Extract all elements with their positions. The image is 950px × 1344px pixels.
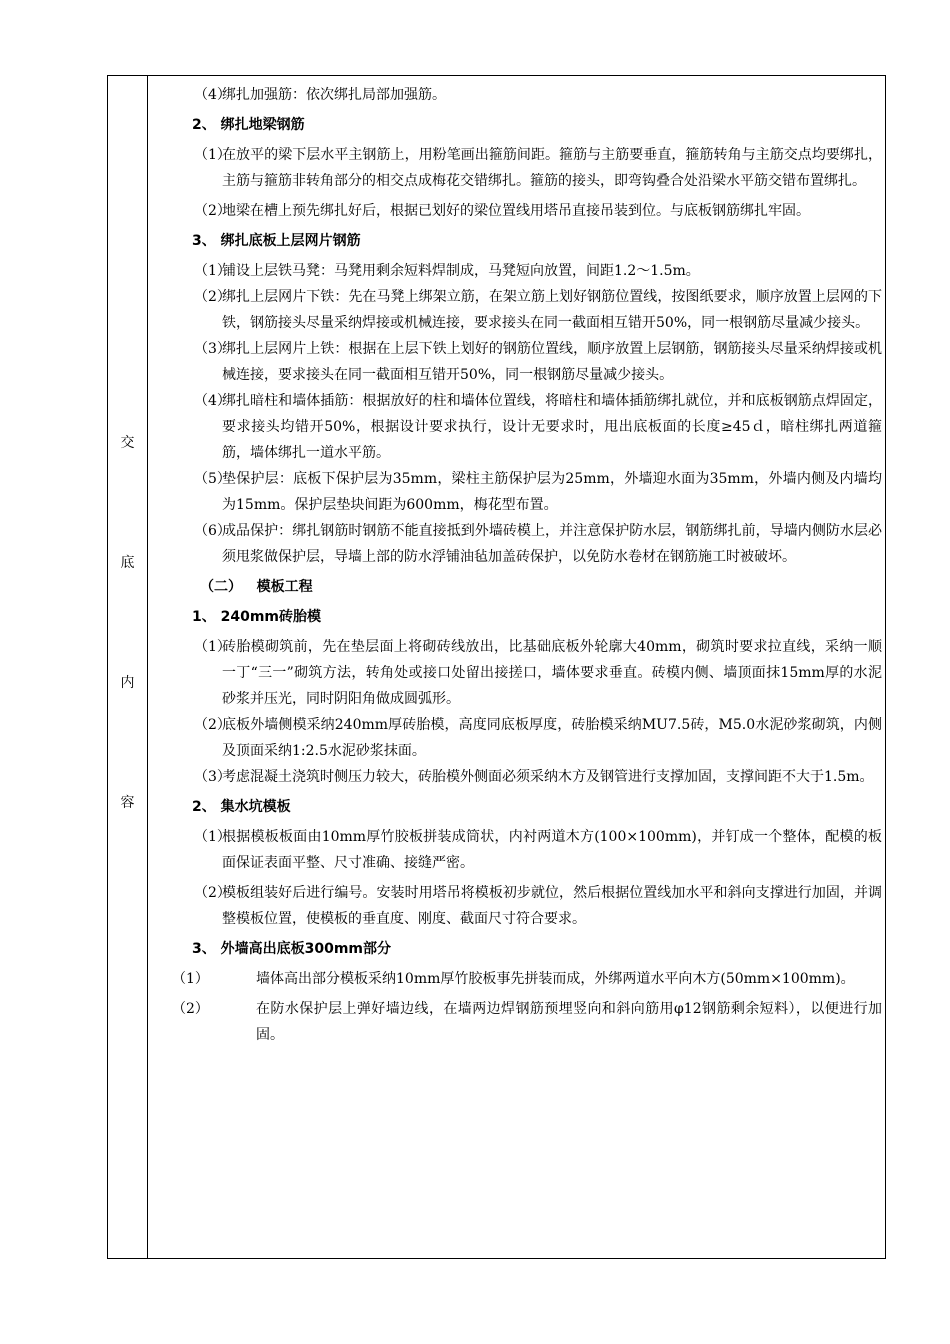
item-number: （5）	[194, 471, 231, 487]
list-item	[160, 198, 882, 224]
side-label-char-4: 容	[120, 795, 135, 811]
section-heading: 2、 绑扎地梁钢筋	[192, 117, 305, 133]
column-divider	[147, 75, 148, 1259]
item-text: 在防水保护层上弹好墙边线，在墙两边焊钢筋预埋竖向和斜向筋用φ12钢筋剩余短料），以便进行加固。	[256, 1001, 882, 1043]
chapter-heading: （二） 模板工程	[200, 579, 313, 595]
item-text: 根据模板板面由10mm厚竹胶板拼装成筒状，内衬两道木方(100×100mm)，并钉成一个整体，配模的板面保证表面平整、尺寸准确、接缝严密。	[222, 829, 882, 871]
list-item	[160, 966, 882, 992]
item-text: 在放平的梁下层水平主钢筋上，用粉笔画出箍筋间距。箍筋与主筋要垂直，箍筋转角与主筋交点均要绑扎，主筋与箍筋非转角部分的相交点成梅花交错绑扎。箍筋的接头，即弯钩叠合处沿梁水平筋交错布置绑扎。	[222, 147, 882, 189]
list-item	[160, 712, 882, 764]
section-heading: 1、 240mm砖胎模	[192, 609, 322, 625]
item-text: 墙体高出部分模板采纳10mm厚竹胶板事先拼装而成，外绑两道水平向木方(50mm×100mm)。	[256, 971, 855, 987]
item-text: 考虑混凝土浇筑时侧压力较大，砖胎模外侧面必须采纳木方及钢管进行支撑加固，支撑间距不大于1.5m。	[222, 769, 874, 785]
item-number: （3）	[194, 341, 231, 357]
list-item	[160, 634, 882, 712]
item-text: 成品保护：绑扎钢筋时钢筋不能直接抵到外墙砖模上，并注意保护防水层，钢筋绑扎前，导墙内侧防水层必须甩浆做保护层，导墙上部的防水浮铺油毡加盖砖保护，以免防水卷材在钢筋施工时被破坏。	[222, 523, 882, 565]
item-number: （4）	[194, 393, 231, 409]
side-label-char-2: 底	[120, 555, 135, 571]
item-text: 绑扎上层网片上铁：根据在上层下铁上划好的钢筋位置线，顺序放置上层钢筋，钢筋接头尽量采纳焊接或机械连接，要求接头在同一截面相互错开50%，同一根钢筋尽量减少接头。	[222, 341, 882, 383]
section-heading: 3、 外墙高出底板300mm部分	[192, 941, 392, 957]
list-item	[160, 258, 882, 284]
list-item	[160, 824, 882, 876]
list-item	[160, 996, 882, 1048]
list-item	[160, 284, 882, 336]
item-number: （1）	[194, 263, 231, 279]
item-number: （1）	[194, 639, 231, 655]
item-number: （4）	[194, 87, 231, 103]
list-item	[160, 82, 882, 108]
list-item	[160, 880, 882, 932]
list-item	[160, 466, 882, 518]
section-heading: 2、 集水坑模板	[192, 799, 291, 815]
item-number: （2）	[194, 289, 231, 305]
content-body	[160, 82, 882, 1052]
item-text: 砖胎模砌筑前，先在垫层面上将砌砖线放出，比基础底板外轮廓大40mm，砌筑时要求拉直线，采纳一顺一丁“三一”砌筑方法，转角处或接口处留出接搓口，墙体要求垂直。砖模内侧、墙顶面抹15mm厚的水泥砂浆并压光，同时阴阳角做成圆弧形。	[222, 639, 882, 707]
list-item	[160, 336, 882, 388]
side-label-char-3: 内	[120, 675, 135, 691]
list-item	[160, 142, 882, 194]
list-item	[160, 764, 882, 790]
item-number: （3）	[194, 769, 231, 785]
item-text: 绑扎暗柱和墙体插筋：根据放好的柱和墙体位置线，将暗柱和墙体插筋绑扎就位，并和底板钢筋点焊固定，要求接头均错开50%，根据设计要求执行，设计无要求时，甩出底板面的长度≥45ｄ，暗柱绑扎两道箍筋，墙体绑扎一道水平筋。	[222, 393, 882, 461]
item-number: （2）	[194, 885, 231, 901]
item-text: 垫保护层：底板下保护层为35mm，梁柱主筋保护层为25mm，外墙迎水面为35mm，外墙内侧及内墙均为15mm。保护层垫块间距为600mm，梅花型布置。	[222, 471, 882, 513]
item-number: （6）	[194, 523, 231, 539]
item-text: 铺设上层铁马凳：马凳用剩余短料焊制成，马凳短向放置，间距1.2～1.5m。	[222, 263, 700, 279]
item-text: 绑扎上层网片下铁：先在马凳上绑架立筋，在架立筋上划好钢筋位置线，按图纸要求，顺序放置上层网的下铁，钢筋接头尽量采纳焊接或机械连接，要求接头在同一截面相互错开50%，同一根钢筋尽量减少接头。	[222, 289, 882, 331]
section-heading: 3、 绑扎底板上层网片钢筋	[192, 233, 361, 249]
item-number: （1）	[194, 829, 231, 845]
item-text: 地梁在槽上预先绑扎好后，根据已划好的梁位置线用塔吊直接吊装到位。与底板钢筋绑扎牢固。	[222, 203, 810, 219]
item-number: （1）	[194, 147, 231, 163]
item-text: 底板外墙侧模采纳240mm厚砖胎模，高度同底板厚度，砖胎模采纳MU7.5砖，M5.0水泥砂浆砌筑，内侧及顶面采纳1:2.5水泥砂浆抹面。	[222, 717, 882, 759]
item-text: 绑扎加强筋：依次绑扎局部加强筋。	[222, 87, 446, 103]
item-number: （1）	[172, 971, 209, 987]
side-label-char-1: 交	[120, 435, 135, 451]
list-item	[160, 388, 882, 466]
item-number: （2）	[194, 203, 231, 219]
item-text: 模板组装好后进行编号。安装时用塔吊将模板初步就位，然后根据位置线加水平和斜向支撑进行加固，并调整模板位置，使模板的垂直度、刚度、截面尺寸符合要求。	[222, 885, 882, 927]
item-number: （2）	[172, 1001, 209, 1017]
list-item	[160, 518, 882, 570]
item-number: （2）	[194, 717, 231, 733]
